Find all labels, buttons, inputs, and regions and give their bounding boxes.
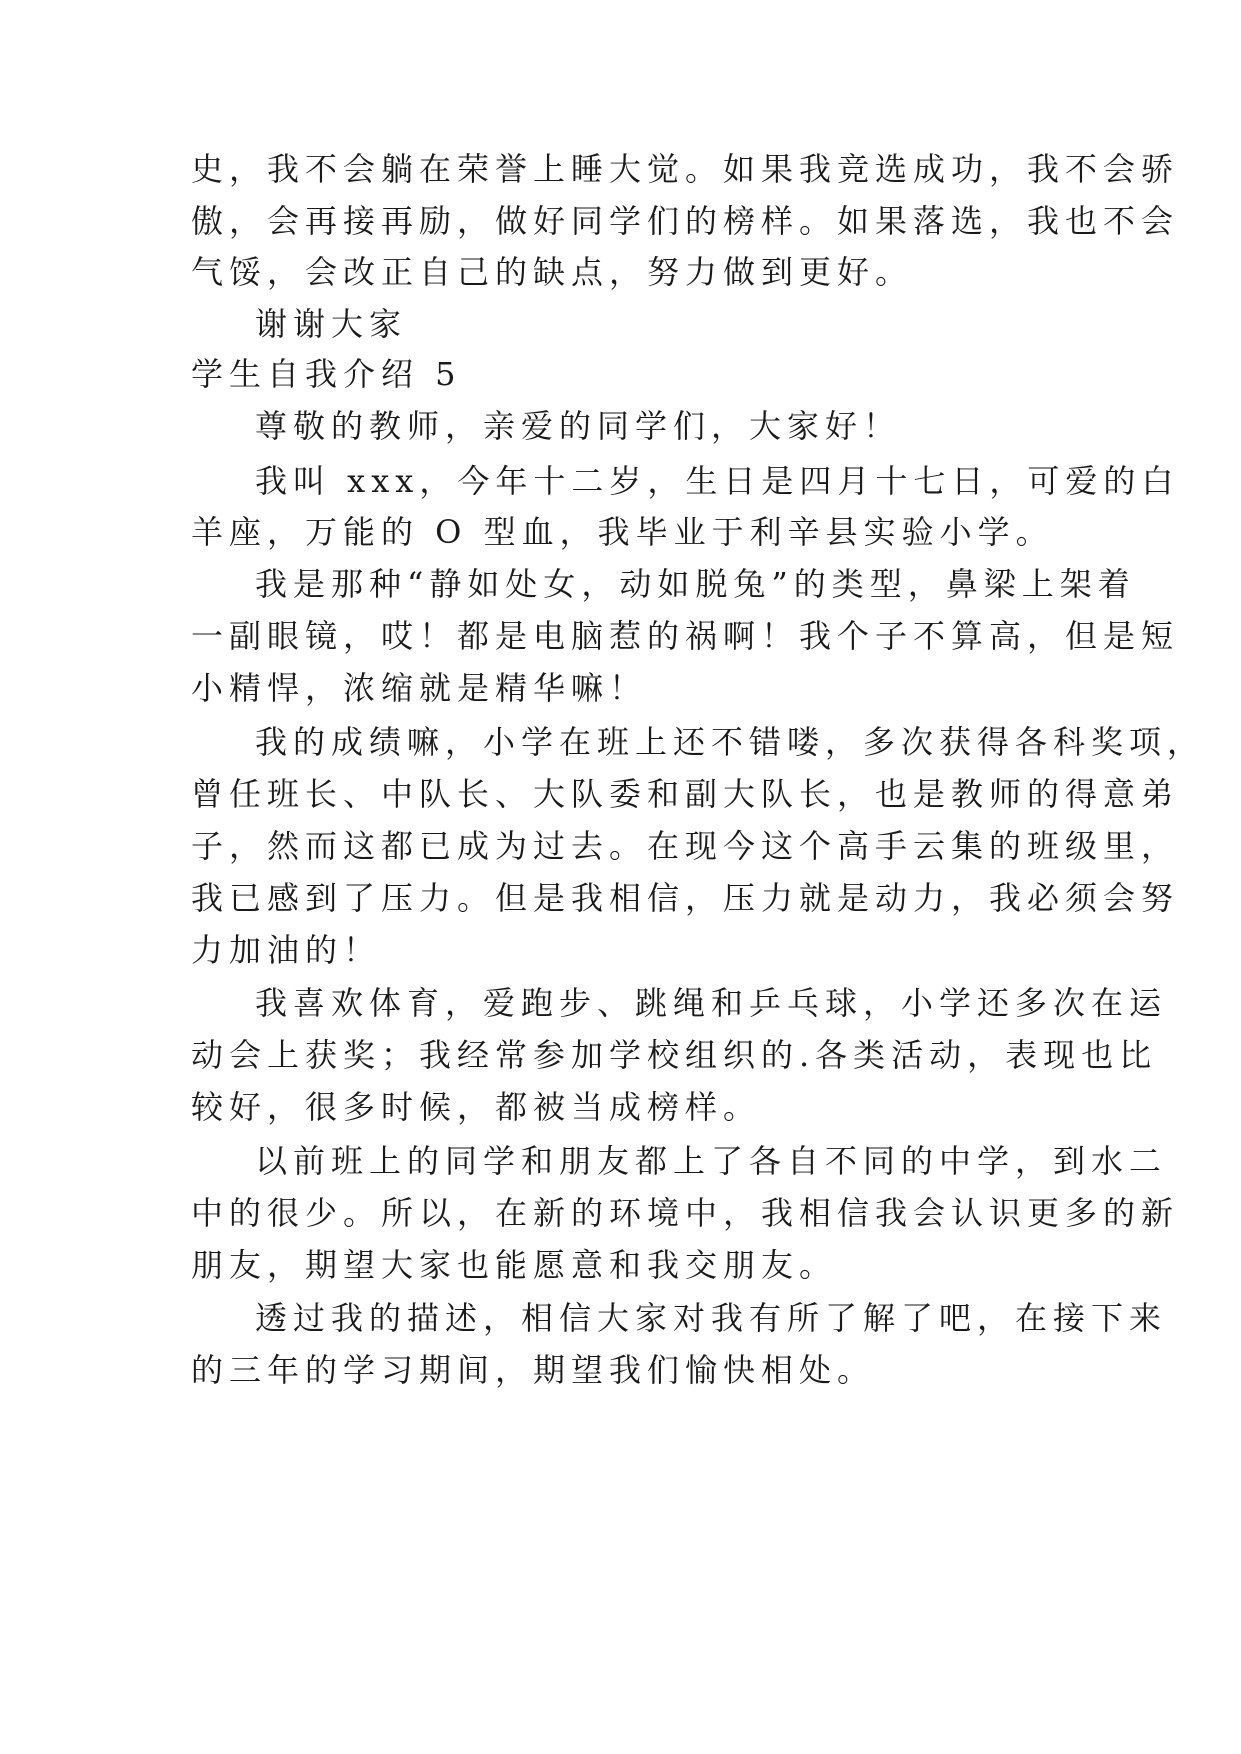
text-line: 羊座，万能的 O 型血，我毕业于利辛县实验小学。 (191, 513, 1054, 551)
text-line: 我喜欢体育，爱跑步、跳绳和乒乓球，小学还多次在运 (255, 984, 1168, 1022)
text-line: 谢谢大家 (255, 305, 408, 343)
text-line: 较好，很多时候，都被当成榜样。 (191, 1088, 762, 1126)
text-line: 朋友，期望大家也能愿意和我交朋友。 (191, 1246, 838, 1284)
text-line: 我是那种“静如处女，动如脱兔”的类型，鼻梁上架着 (255, 565, 1136, 603)
text-line: 子，然而这都已成为过去。在现今这个高手云集的班级里， (191, 827, 1180, 865)
text-line: 尊敬的教师，亲爱的同学们，大家好！ (255, 407, 902, 445)
text-line: 动会上获奖；我经常参加学校组织的.各类活动，表现也比 (191, 1036, 1158, 1074)
text-line: 小精悍，浓缩就是精华嘛！ (191, 669, 648, 707)
text-line: 透过我的描述，相信大家对我有所了解了吧，在接下来 (255, 1299, 1168, 1337)
text-line: 的三年的学习期间，期望我们愉快相处。 (191, 1351, 876, 1389)
text-line: 中的很少。所以，在新的环境中，我相信我会认识更多的新 (191, 1194, 1180, 1232)
text-line: 曾任班长、中队长、大队委和副大队长，也是教师的得意弟 (191, 775, 1180, 813)
text-line: 以前班上的同学和朋友都上了各自不同的中学，到水二 (255, 1142, 1168, 1180)
text-line: 我的成绩嘛，小学在班上还不错喽，多次获得各科奖项， (255, 723, 1206, 761)
text-line: 我已感到了压力。但是我相信，压力就是动力，我必须会努 (191, 879, 1180, 917)
text-line: 力加油的！ (191, 931, 382, 969)
section-heading: 学生自我介绍 5 (191, 355, 462, 393)
text-line: 气馁，会改正自己的缺点，努力做到更好。 (191, 253, 914, 291)
text-line: 一副眼镜，哎！都是电脑惹的祸啊！我个子不算高，但是短 (191, 617, 1180, 655)
text-line: 傲，会再接再励，做好同学们的榜样。如果落选，我也不会 (191, 202, 1180, 240)
text-line: 我叫 xxx，今年十二岁，生日是四月十七日，可爱的白 (255, 462, 1180, 500)
text-line: 史，我不会躺在荣誉上睡大觉。如果我竞选成功，我不会骄 (191, 150, 1180, 188)
